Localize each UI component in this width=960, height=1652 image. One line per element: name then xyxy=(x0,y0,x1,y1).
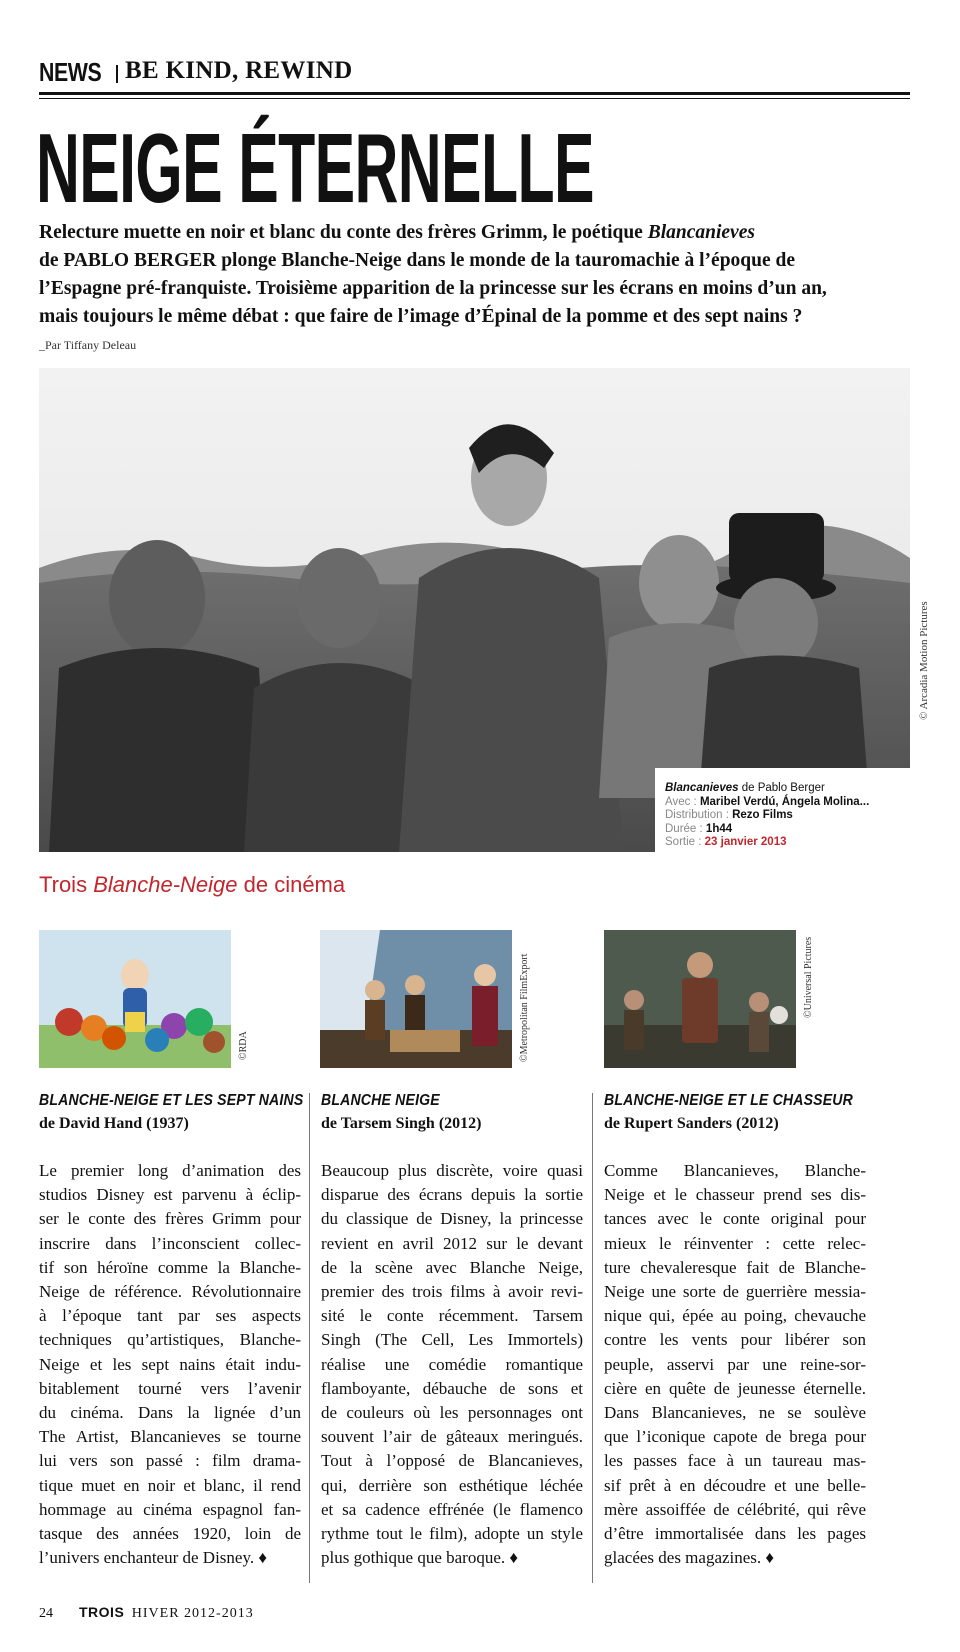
section-kicker: NEWS xyxy=(39,57,102,87)
infobox-distribution: Distribution : Rezo Films xyxy=(665,809,793,821)
review-director: de Tarsem Singh (2012) xyxy=(321,1115,482,1132)
header-separator xyxy=(116,65,118,83)
infobox-film: Blancanieves de Pablo Berger xyxy=(665,782,825,794)
sidebar-subhead: Trois Blanche-Neige de cinéma xyxy=(39,872,346,897)
lede-line-1: Relecture muette en noir et blanc du conte des frères Grimm, le poétique Blancanieves xyxy=(39,222,755,243)
review-body: Comme Blancanieves, Blanche- Neige et le chasseur prend ses dis- tances avec le conte original pour mieux le réinventer : cette relec- ture chevaleresque fait de Blanche- Neige une sorte de guerrière messia- nique qui, épée au poing, chevauche contre les vents pour libérer son peuple, asservi par une reine-sor- cière en quête de jeunesse éternelle. Dans Blancanieves, ne se soulève que l’iconique capote de brega pour les passes face à un taureau mas- sif prêt à en découdre et une belle- mère assoiffée de célébrité, qui rêve d’être immortalisée dans les pages glacées des magazines. ♦ xyxy=(604,1161,866,1568)
issue-season: HIVER 2012-2013 xyxy=(131,1606,254,1621)
thumb-disney-credit: ©RDA xyxy=(238,1031,249,1060)
lede-line-2: de PABLO BERGER plonge Blanche-Neige dans le monde de la tauromachie à l’époque de xyxy=(39,250,796,271)
thumb-mirror-illustration xyxy=(320,930,512,1068)
hero-photo-credit: © Arcadia Motion Pictures xyxy=(918,601,930,720)
section-name: BE KIND, REWIND xyxy=(125,57,353,84)
review-title: BLANCHE-NEIGE ET LE CHASSEUR xyxy=(604,1092,853,1109)
header-rule-thick xyxy=(39,92,910,95)
review-column-mirror-mirror xyxy=(321,1091,583,1570)
column-rule-1 xyxy=(309,1093,310,1583)
article-lede xyxy=(39,219,919,331)
lede-line-4: mais toujours le même débat : que faire de l’image d’Épinal de la pomme et des sept nains ? xyxy=(39,306,803,327)
infobox-cast: Avec : Maribel Verdú, Ángela Molina... xyxy=(665,795,870,808)
page-number: 24 xyxy=(39,1606,53,1621)
thumb-mirror-credit: ©Metropolitan FilmExport xyxy=(519,953,530,1062)
review-title: BLANCHE-NEIGE ET LES SEPT NAINS xyxy=(39,1092,304,1109)
lede-line-3: l’Espagne pré-franquiste. Troisième apparition de la princesse sur les écrans en moins d’un an, xyxy=(39,278,827,299)
magazine-brand: TROIS xyxy=(79,1604,125,1620)
review-body: Le premier long d’animation des studios Disney est parvenu à éclip- ser le conte des frères Grimm pour inscrire dans l’inconscient collec- tif son héroïne comme la Blanche- Neige de référence. Révolutionnaire à l’époque tant par ses aspects techniques qu’artistiques, Blanche- Neige et les sept nains était indu- bitablement tourné vers l’avenir du cinéma. Dans la lignée d’un The Artist, Blancanieves se tourne lui vers son passé : film drama- tique muet en noir et blanc, il rend hommage au cinéma espagnol fan- tasque des années 1920, loin de l’univers enchanteur de Disney. ♦ xyxy=(39,1161,301,1568)
review-column-disney xyxy=(39,1091,304,1570)
thumb-disney-1937 xyxy=(39,930,231,1068)
thumb-huntsman-credit: ©Universal Pictures xyxy=(803,936,814,1018)
page-footer xyxy=(39,1604,254,1622)
section-header xyxy=(39,55,910,87)
header-rule-thin xyxy=(39,98,910,99)
thumb-huntsman-illustration xyxy=(604,930,796,1068)
column-rule-2 xyxy=(592,1093,593,1583)
film-infobox xyxy=(655,768,910,852)
review-body: Beaucoup plus discrète, voire quasi disparue des écrans depuis la sortie du classique de Disney, la princesse revient en avril 2012 sur le devant de la scène avec Blanche Neige, premier des trois films à avoir revi- sité le conte récemment. Tarsem Singh (The Cell, Les Immortels) réalise une comédie romantique flamboyante, débauche de sons et de couleurs où les personnages ont souvent l’air de gâteaux meringués. Tout à l’opposé de Blancanieves, qui, derrière son esthétique léchée et sa cadence effrénée (le flamenco rythme tout le film), adopte un style plus gothique que baroque. ♦ xyxy=(321,1161,583,1568)
thumb-mirror-mirror-2012 xyxy=(320,930,512,1068)
review-column-huntsman xyxy=(604,1091,866,1570)
byline: _Par Tiffany Deleau xyxy=(39,338,137,352)
thumb-disney-illustration xyxy=(39,930,231,1068)
infobox-duration: Durée : 1h44 xyxy=(665,822,733,835)
article-title: NEIGE ÉTERNELLE xyxy=(36,113,594,223)
review-title: BLANCHE NEIGE xyxy=(321,1092,440,1109)
review-director: de David Hand (1937) xyxy=(39,1115,189,1132)
thumb-huntsman-2012 xyxy=(604,930,796,1068)
review-director: de Rupert Sanders (2012) xyxy=(604,1115,779,1132)
infobox-release: Sortie : 23 janvier 2013 xyxy=(665,836,787,848)
